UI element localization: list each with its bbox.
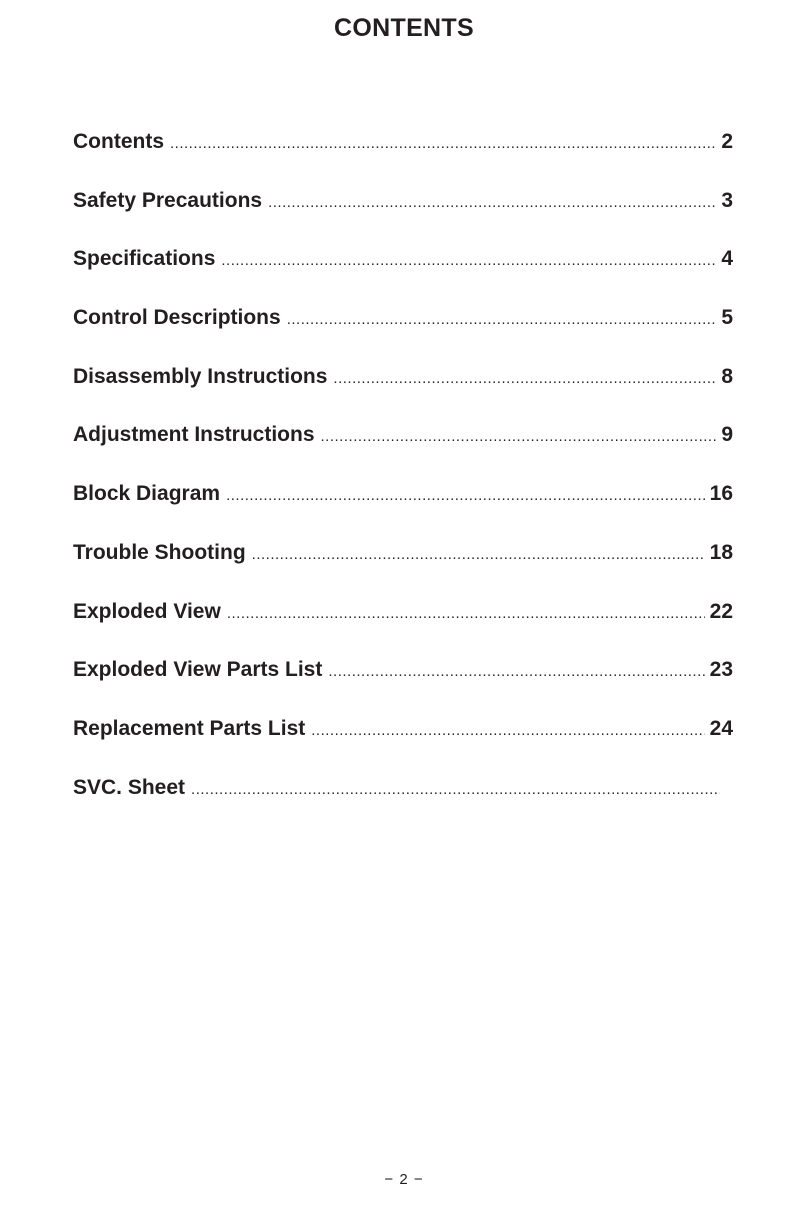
toc-dot-leader: [311, 723, 704, 738]
toc-entry-page: 23: [709, 658, 733, 682]
toc-entry-label: Control Descriptions: [73, 306, 281, 330]
toc-entry-safety-precautions[interactable]: [73, 189, 733, 248]
toc-entry-exploded-view-parts-list[interactable]: [73, 658, 733, 717]
toc-entry-adjustment-instructions[interactable]: [73, 423, 733, 482]
toc-entry-control-descriptions[interactable]: [73, 306, 733, 365]
toc-entry-label: Safety Precautions: [73, 188, 263, 212]
toc-entry-page: 22: [709, 599, 733, 623]
toc-entry-trouble-shooting[interactable]: [73, 541, 733, 600]
toc-entry-label: Block Diagram: [73, 482, 221, 506]
toc-dot-leader: [252, 547, 705, 562]
toc-dot-leader: [328, 664, 704, 679]
toc-dot-leader: [170, 136, 716, 151]
toc-entry-label: Replacement Parts List: [73, 716, 306, 740]
toc-dot-leader: [333, 371, 716, 386]
toc-entry-replacement-parts-list[interactable]: [73, 717, 733, 776]
toc-entry-contents[interactable]: [73, 130, 733, 189]
toc-entry-label: SVC. Sheet: [73, 775, 186, 799]
toc-dot-leader: [287, 312, 717, 327]
toc-entry-label: Contents: [73, 130, 164, 153]
toc-entry-label: Exploded View: [73, 599, 221, 623]
toc-entry-label: Trouble Shooting: [73, 540, 246, 564]
toc-dot-leader: [221, 253, 716, 268]
toc-entry-label: Adjustment Instructions: [73, 423, 315, 447]
toc-entry-page: 5: [721, 306, 733, 330]
toc-entry-page: 4: [721, 247, 733, 271]
toc-entry-label: Disassembly Instructions: [73, 364, 328, 388]
toc-dot-leader: [226, 488, 705, 503]
toc-entry-svc-sheet[interactable]: [73, 776, 733, 835]
toc-entry-page: 24: [709, 716, 733, 740]
table-of-contents: [73, 130, 733, 834]
page-number-footer: − 2 −: [384, 1171, 424, 1188]
toc-entry-label: Exploded View Parts List: [73, 658, 323, 682]
toc-entry-block-diagram[interactable]: [73, 482, 733, 541]
page-title: CONTENTS: [334, 14, 474, 42]
toc-entry-exploded-view[interactable]: [73, 600, 733, 659]
toc-dot-leader: [227, 606, 705, 621]
toc-entry-page: 2: [721, 130, 733, 153]
toc-entry-page: 18: [709, 540, 733, 564]
toc-entry-page: 16: [709, 482, 733, 506]
toc-entry-page: 9: [721, 423, 733, 447]
toc-dot-leader: [191, 782, 720, 797]
toc-entry-specifications[interactable]: [73, 247, 733, 306]
toc-entry-page: 3: [721, 188, 733, 212]
toc-entry-label: Specifications: [73, 247, 216, 271]
toc-dot-leader: [268, 195, 716, 210]
toc-entry-page: 8: [721, 364, 733, 388]
toc-entry-disassembly-instructions[interactable]: [73, 365, 733, 424]
toc-dot-leader: [321, 429, 717, 444]
